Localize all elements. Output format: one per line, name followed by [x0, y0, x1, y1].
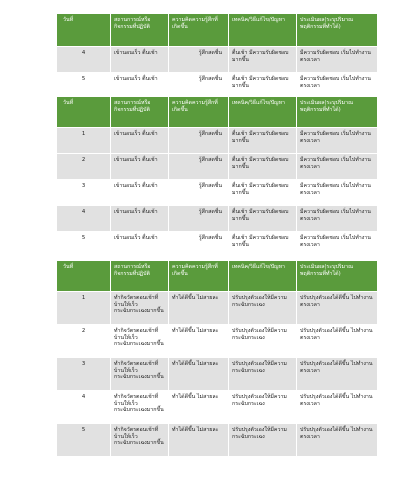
cell-day: 1 — [57, 128, 111, 154]
cell-feeling: รู้สึกสดชื่น — [169, 180, 229, 206]
cell-situation: เข้านอนเร็ว ตื่นเช้า — [111, 128, 169, 154]
table-row — [57, 206, 378, 232]
header-technique: เทคนิค/วิธีแก้ไข/ปัญหา — [229, 261, 297, 292]
table-header-row — [57, 97, 378, 128]
cell-technique: ตื่นเช้า มีความรับผิดชอบมากขึ้น — [229, 128, 297, 154]
header-situation: สถานการณ์หรือกิจกรรมที่ปฏิบัติ — [111, 261, 169, 292]
cell-technique: ปรับปรุงตัวเองให้มีความกระฉับกระเฉง — [229, 325, 297, 358]
cell-technique: ตื่นเช้า มีความรับผิดชอบมากขึ้น — [229, 180, 297, 206]
cell-day: 4 — [57, 47, 111, 73]
cell-day: 3 — [57, 180, 111, 206]
table-row — [57, 128, 378, 154]
cell-technique: ปรับปรุงตัวเองให้มีความกระฉับกระเฉง — [229, 292, 297, 325]
cell-day: 1 — [57, 292, 111, 325]
header-situation: สถานการณ์หรือกิจกรรมที่ปฏิบัติ — [111, 97, 169, 128]
cell-situation: เข้านอนเร็ว ตื่นเช้า — [111, 206, 169, 232]
cell-day: 2 — [57, 154, 111, 180]
header-technique: เทคนิค/วิธีแก้ไข/ปัญหา — [229, 14, 297, 47]
table-row — [57, 325, 378, 358]
cell-feeling: รู้สึกสดชื่น — [169, 154, 229, 180]
cell-technique: ตื่นเช้า มีความรับผิดชอบมากขึ้น — [229, 154, 297, 180]
cell-feeling: ทำได้ดีขึ้น ไม่สายละ — [169, 292, 229, 325]
cell-feeling: รู้สึกสดชื่น — [169, 206, 229, 232]
cell-technique: ตื่นเช้า มีความรับผิดชอบมากขึ้น — [229, 47, 297, 73]
header-technique: เทคนิค/วิธีแก้ไข/ปัญหา — [229, 97, 297, 128]
behavior-log-table-3 — [56, 260, 378, 457]
table-row — [57, 73, 378, 99]
table-row — [57, 424, 378, 457]
header-day: วันที่ — [57, 14, 111, 47]
table-row — [57, 232, 378, 258]
cell-technique: ปรับปรุงตัวเองให้มีความกระฉับกระเฉง — [229, 358, 297, 391]
cell-feeling: ทำได้ดีขึ้น ไม่สายละ — [169, 424, 229, 457]
cell-situation: ทำกิจวัตรตอนเช้าที่บ้านให้เร็ว กระฉับกระเฉงมากขึ้น — [111, 424, 169, 457]
cell-situation: ทำกิจวัตรตอนเช้าที่บ้านให้เร็ว กระฉับกระเฉงมากขึ้น — [111, 358, 169, 391]
behavior-log-table-2 — [56, 96, 378, 258]
cell-evaluation: ปรับปรุงตัวเองได้ดีขึ้น ไปทำงานตรงเวลา — [297, 292, 378, 325]
header-feeling: ความคิดความรู้สึกที่เกิดขึ้น — [169, 261, 229, 292]
cell-technique: ปรับปรุงตัวเองให้มีความกระฉับกระเฉง — [229, 424, 297, 457]
cell-situation: เข้านอนเร็ว ตื่นเช้า — [111, 180, 169, 206]
cell-evaluation: มีความรับผิดชอบ เริ่มไปทำงานตรงเวลา — [297, 154, 378, 180]
header-day: วันที่ — [57, 261, 111, 292]
cell-situation: เข้านอนเร็ว ตื่นเช้า — [111, 47, 169, 73]
cell-day: 5 — [57, 232, 111, 258]
cell-day: 4 — [57, 206, 111, 232]
cell-day: 3 — [57, 358, 111, 391]
header-evaluation: ประเมินผล(ระบุปริมาณพฤติกรรมที่ทำได้) — [297, 14, 378, 47]
table-row — [57, 154, 378, 180]
cell-feeling: รู้สึกสดชื่น — [169, 128, 229, 154]
cell-evaluation: มีความรับผิดชอบ เริ่มไปทำงานตรงเวลา — [297, 128, 378, 154]
cell-evaluation: มีความรับผิดชอบ เริ่มไปทำงานตรงเวลา — [297, 180, 378, 206]
header-feeling: ความคิดความรู้สึกที่เกิดขึ้น — [169, 97, 229, 128]
cell-feeling: รู้สึกสดชื่น — [169, 232, 229, 258]
cell-feeling: รู้สึกสดชื่น — [169, 47, 229, 73]
cell-technique: ตื่นเช้า มีความรับผิดชอบมากขึ้น — [229, 206, 297, 232]
table-header-row — [57, 261, 378, 292]
table-row — [57, 292, 378, 325]
header-evaluation: ประเมินผล(ระบุปริมาณพฤติกรรมที่ทำได้) — [297, 97, 378, 128]
cell-situation: เข้านอนเร็ว ตื่นเช้า — [111, 73, 169, 99]
table-row — [57, 358, 378, 391]
cell-feeling: ทำได้ดีขึ้น ไม่สายละ — [169, 391, 229, 424]
table-header-row — [57, 14, 378, 47]
cell-evaluation: มีความรับผิดชอบ เริ่มไปทำงานตรงเวลา — [297, 206, 378, 232]
cell-day: 5 — [57, 73, 111, 99]
cell-situation: ทำกิจวัตรตอนเช้าที่บ้านให้เร็ว กระฉับกระเฉงมากขึ้น — [111, 391, 169, 424]
table-row — [57, 391, 378, 424]
cell-technique: ตื่นเช้า มีความรับผิดชอบมากขึ้น — [229, 232, 297, 258]
cell-situation: ทำกิจวัตรตอนเช้าที่บ้านให้เร็ว กระฉับกระเฉงมากขึ้น — [111, 292, 169, 325]
cell-feeling: รู้สึกสดชื่น — [169, 73, 229, 99]
cell-technique: ปรับปรุงตัวเองให้มีความกระฉับกระเฉง — [229, 391, 297, 424]
header-evaluation: ประเมินผล(ระบุปริมาณพฤติกรรมที่ทำได้) — [297, 261, 378, 292]
cell-evaluation: มีความรับผิดชอบ เริ่มไปทำงานตรงเวลา — [297, 47, 378, 73]
table-row — [57, 47, 378, 73]
cell-evaluation: ปรับปรุงตัวเองได้ดีขึ้น ไปทำงานตรงเวลา — [297, 358, 378, 391]
header-day: วันที่ — [57, 97, 111, 128]
cell-feeling: ทำได้ดีขึ้น ไม่สายละ — [169, 358, 229, 391]
cell-day: 2 — [57, 325, 111, 358]
cell-situation: เข้านอนเร็ว ตื่นเช้า — [111, 232, 169, 258]
cell-technique: ตื่นเช้า มีความรับผิดชอบมากขึ้น — [229, 73, 297, 99]
cell-evaluation: ปรับปรุงตัวเองได้ดีขึ้น ไปทำงานตรงเวลา — [297, 391, 378, 424]
cell-evaluation: มีความรับผิดชอบ เริ่มไปทำงานตรงเวลา — [297, 232, 378, 258]
cell-evaluation: ปรับปรุงตัวเองได้ดีขึ้น ไปทำงานตรงเวลา — [297, 424, 378, 457]
cell-day: 4 — [57, 391, 111, 424]
header-feeling: ความคิดความรู้สึกที่เกิดขึ้น — [169, 14, 229, 47]
cell-evaluation: มีความรับผิดชอบ เริ่มไปทำงานตรงเวลา — [297, 73, 378, 99]
cell-day: 5 — [57, 424, 111, 457]
table-row — [57, 180, 378, 206]
cell-situation: ทำกิจวัตรตอนเช้าที่บ้านให้เร็ว กระฉับกระเฉงมากขึ้น — [111, 325, 169, 358]
behavior-log-table-1 — [56, 13, 378, 99]
cell-evaluation: ปรับปรุงตัวเองได้ดีขึ้น ไปทำงานตรงเวลา — [297, 325, 378, 358]
cell-situation: เข้านอนเร็ว ตื่นเช้า — [111, 154, 169, 180]
header-situation: สถานการณ์หรือกิจกรรมที่ปฏิบัติ — [111, 14, 169, 47]
cell-feeling: ทำได้ดีขึ้น ไม่สายละ — [169, 325, 229, 358]
